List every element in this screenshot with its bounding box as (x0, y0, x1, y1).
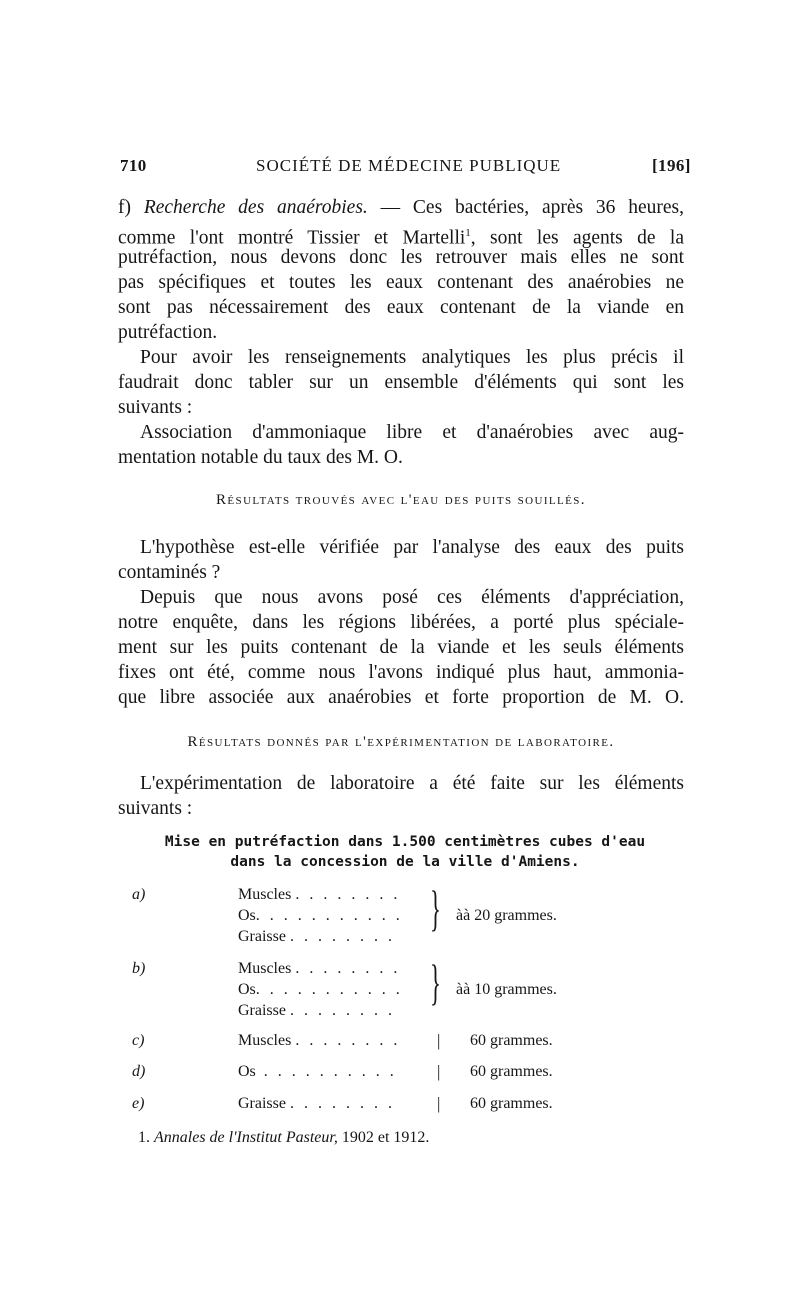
leader-dots: . . . . . . . . . . . (255, 981, 403, 998)
paragraph-line: Association d'ammoniaque libre et d'anaérobies avec aug- (140, 422, 684, 443)
leader-dots: . . . . . . . . (295, 960, 401, 977)
subheading-italic: Recherche des anaérobies. (143, 197, 368, 218)
footnote (138, 1129, 429, 1147)
table-item (238, 886, 400, 904)
separator-bar: | (437, 1062, 441, 1081)
table-item (238, 928, 395, 946)
row-label: c) (132, 1032, 145, 1049)
table-item (238, 1032, 400, 1050)
table-item (238, 1002, 395, 1020)
paragraph-line: putréfaction, nous devons donc les retrouver mais elles ne sont (118, 247, 684, 268)
paragraph-line: L'hypothèse est-elle vérifiée par l'analyse des eaux des puits (140, 537, 684, 558)
leader-dots: . . . . . . . . (289, 928, 395, 945)
list-marker: f) (118, 197, 131, 218)
item-name: Os (238, 981, 256, 998)
table-item (238, 960, 400, 978)
item-name: Muscles (238, 1032, 292, 1049)
footnote-number: 1. (138, 1129, 150, 1146)
separator-bar: | (437, 1094, 441, 1113)
table-item (238, 1095, 395, 1113)
leader-dots: . . . . . . . . (295, 1032, 401, 1049)
item-name: Os (238, 907, 256, 924)
row-label: d) (132, 1063, 146, 1080)
leader-dots: . . . . . . . . . . (263, 1063, 397, 1080)
section-heading: Résultats trouvés avec l'eau des puits souillés. (216, 492, 586, 508)
paragraph-line: que libre associée aux anaérobies et forte proportion de M. O. (118, 687, 684, 708)
leader-dots: . . . . . . . . (289, 1002, 395, 1019)
footnote-source: Annales de l'Institut Pasteur, (154, 1129, 338, 1146)
table-item (238, 907, 403, 925)
row-quantity: 60 grammes. (470, 1032, 553, 1049)
paragraph-line: contaminés ? (118, 562, 221, 583)
table-item (238, 1063, 397, 1081)
paragraph-line: notre enquête, dans les régions libérées, a porté plus spéciale- (118, 612, 684, 633)
paragraph-line: mentation notable du taux des M. O. (118, 447, 403, 468)
separator-bar: | (437, 1031, 441, 1050)
item-name: Os (238, 1063, 256, 1080)
paragraph-text: comme l'ont montré Tissier et Martelli (118, 227, 466, 249)
table-title: dans la concession de la ville d'Amiens. (230, 854, 580, 870)
row-quantity: 60 grammes. (470, 1063, 553, 1080)
table-title: Mise en putréfaction dans 1.500 centimètres cubes d'eau (164, 834, 646, 850)
group-label: a) (132, 886, 146, 903)
paragraph-text: , sont les agents de la (470, 227, 684, 249)
paragraph-line (118, 221, 684, 249)
row-label: e) (132, 1095, 145, 1112)
paragraph-line: ment sur les puits contenant de la viande et les seuls éléments (118, 637, 684, 658)
leader-dots: . . . . . . . . (289, 1095, 395, 1112)
paragraph-line: pas spécifiques et toutes les eaux contenant des anaérobies ne (118, 272, 684, 293)
group-label: b) (132, 960, 146, 977)
paragraph-text: — Ces bactéries, après 36 heures, (380, 197, 684, 218)
paragraph-line: Pour avoir les renseignements analytiques les plus précis il (140, 347, 684, 368)
item-name: Graisse (238, 1095, 286, 1112)
paragraph-line: sont pas nécessairement des eaux contenant de la viande en (118, 297, 684, 318)
leader-dots: . . . . . . . . . . . (255, 907, 403, 924)
footnote-ref: 1 (465, 227, 471, 239)
page-reference: [196] (652, 156, 691, 175)
paragraph-line: fixes ont été, comme nous l'avons indiqué plus haut, ammonia- (118, 662, 684, 683)
leader-dots: . . . . . . . . (295, 886, 401, 903)
paragraph-line: faudrait donc tabler sur un ensemble d'éléments qui sont les (118, 372, 684, 393)
table-item (238, 981, 403, 999)
right-brace: } (430, 880, 441, 936)
running-title: SOCIÉTÉ DE MÉDECINE PUBLIQUE (256, 156, 562, 175)
right-brace: } (430, 954, 441, 1010)
page-number: 710 (120, 156, 147, 175)
item-name: Muscles (238, 886, 292, 903)
row-quantity: 60 grammes. (470, 1095, 553, 1112)
group-quantity: àà 20 grammes. (456, 907, 557, 924)
paragraph-line: Depuis que nous avons posé ces éléments d'appréciation, (140, 587, 684, 608)
paragraph-line (118, 196, 684, 220)
section-heading: Résultats donnés par l'expérimentation de laboratoire. (187, 734, 615, 750)
group-quantity: àà 10 grammes. (456, 981, 557, 998)
item-name: Graisse (238, 1002, 286, 1019)
paragraph-line: suivants : (118, 798, 193, 819)
item-name: Muscles (238, 960, 292, 977)
footnote-years: 1902 et 1912. (341, 1129, 430, 1146)
item-name: Graisse (238, 928, 286, 945)
paragraph-line: suivants : (118, 397, 193, 418)
paragraph-line: L'expérimentation de laboratoire a été faite sur les éléments (140, 773, 684, 794)
paragraph-line: putréfaction. (118, 322, 218, 343)
